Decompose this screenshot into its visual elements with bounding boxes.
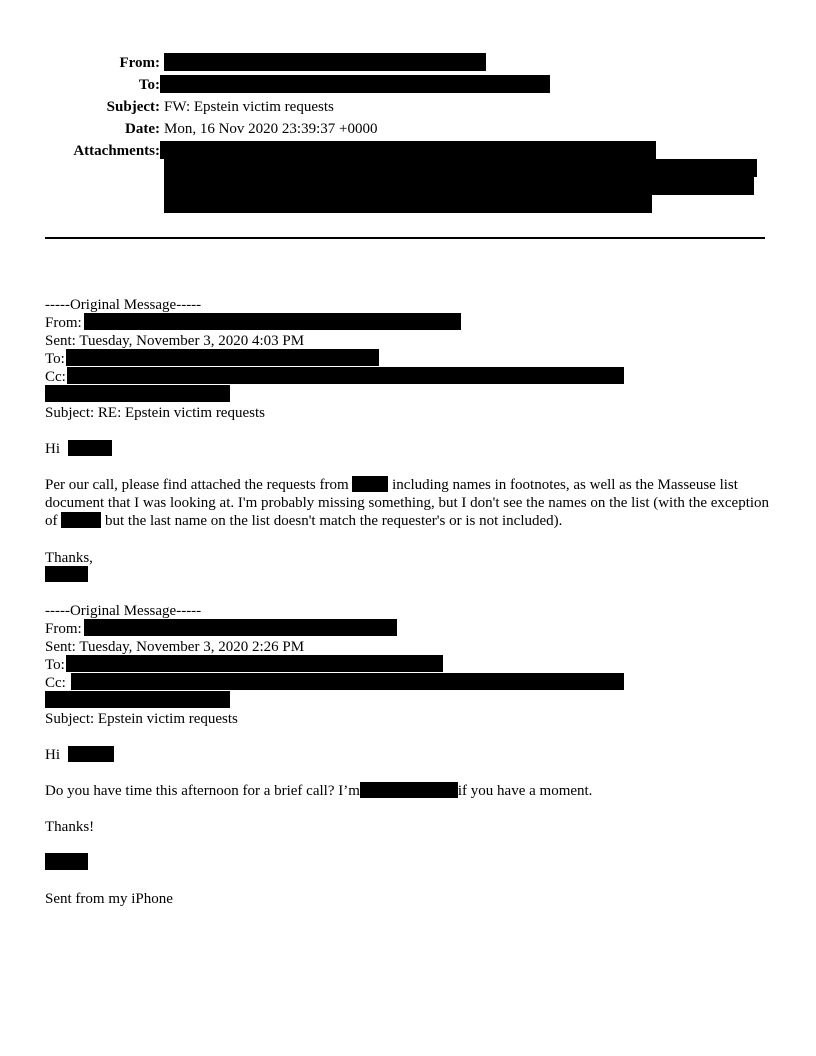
message1-signoff: Thanks, bbox=[45, 550, 93, 566]
message2-to-label: To: bbox=[45, 657, 65, 673]
message1-from-label: From: bbox=[45, 315, 82, 331]
message1-sent: Sent: Tuesday, November 3, 2020 4:03 PM bbox=[45, 333, 305, 349]
message2-body bbox=[45, 782, 592, 800]
message2-cc-label: Cc: bbox=[45, 675, 66, 691]
header-date-label: Date: bbox=[125, 121, 160, 137]
header-to-label: To: bbox=[138, 77, 160, 93]
message2-sent: Sent: Tuesday, November 3, 2020 2:26 PM bbox=[45, 639, 305, 655]
message1-body-b: including names in footnotes, as well as the Masseuse list document that I was looking at. I'm probably missing something, but I don't see the names on the list (with the exception of bbox=[45, 477, 770, 529]
header-subject-value: FW: Epstein victim requests bbox=[164, 99, 334, 115]
redacted-message1-cc bbox=[67, 367, 624, 384]
redacted-message2-signature bbox=[45, 853, 88, 870]
header-divider bbox=[45, 237, 765, 239]
redacted-message1-cc-cont bbox=[45, 385, 230, 402]
message2-divider: -----Original Message----- bbox=[45, 603, 202, 619]
header-date-value: Mon, 16 Nov 2020 23:39:37 +0000 bbox=[164, 121, 378, 137]
header-from-label: From: bbox=[119, 55, 160, 71]
redacted-attachment-1 bbox=[160, 141, 656, 159]
redacted-message2-cc-cont bbox=[45, 691, 230, 708]
message1-to-label: To: bbox=[45, 351, 65, 367]
redacted-message2-cc bbox=[71, 673, 624, 690]
message1-body-c: but the last name on the list doesn't match the requester's or is not included). bbox=[105, 513, 563, 529]
message2-subject: Subject: Epstein victim requests bbox=[45, 711, 238, 727]
redacted-attachment-4 bbox=[164, 195, 652, 213]
redacted-message2-phone bbox=[360, 782, 458, 798]
redacted-message1-exception bbox=[61, 512, 101, 528]
message2-greeting-text: Hi bbox=[45, 747, 60, 763]
message2-footer: Sent from my iPhone bbox=[45, 891, 173, 907]
redacted-message1-greeting-name bbox=[68, 440, 112, 456]
redacted-attachment-2 bbox=[164, 159, 757, 177]
message1-body-a: Per our call, please find attached the requests from bbox=[45, 477, 349, 493]
redacted-attachment-3 bbox=[164, 177, 754, 195]
message2-body-a: Do you have time this afternoon for a brief call? I’m bbox=[45, 783, 360, 799]
redacted-message1-from bbox=[84, 313, 461, 330]
message1-subject: Subject: RE: Epstein victim requests bbox=[45, 405, 265, 421]
message1-greeting bbox=[45, 440, 112, 458]
redacted-to bbox=[160, 75, 550, 93]
redacted-message1-requester bbox=[352, 476, 388, 492]
redacted-from bbox=[164, 53, 486, 71]
redacted-message2-to bbox=[66, 655, 443, 672]
message2-from-label: From: bbox=[45, 621, 82, 637]
message2-signoff: Thanks! bbox=[45, 819, 95, 835]
redacted-message1-signature bbox=[45, 566, 88, 582]
message2-greeting bbox=[45, 746, 114, 764]
redacted-message1-to bbox=[66, 349, 379, 366]
message2-body-b: if you have a moment. bbox=[457, 783, 593, 799]
header-subject-label: Subject: bbox=[106, 99, 160, 115]
message1-divider: -----Original Message----- bbox=[45, 297, 202, 313]
redacted-message2-from bbox=[84, 619, 397, 636]
message1-cc-label: Cc: bbox=[45, 369, 66, 385]
redacted-message2-greeting-name bbox=[68, 746, 114, 762]
message1-body bbox=[45, 476, 775, 530]
message1-greeting-text: Hi bbox=[45, 441, 60, 457]
header-attachments-label: Attachments: bbox=[73, 143, 160, 159]
